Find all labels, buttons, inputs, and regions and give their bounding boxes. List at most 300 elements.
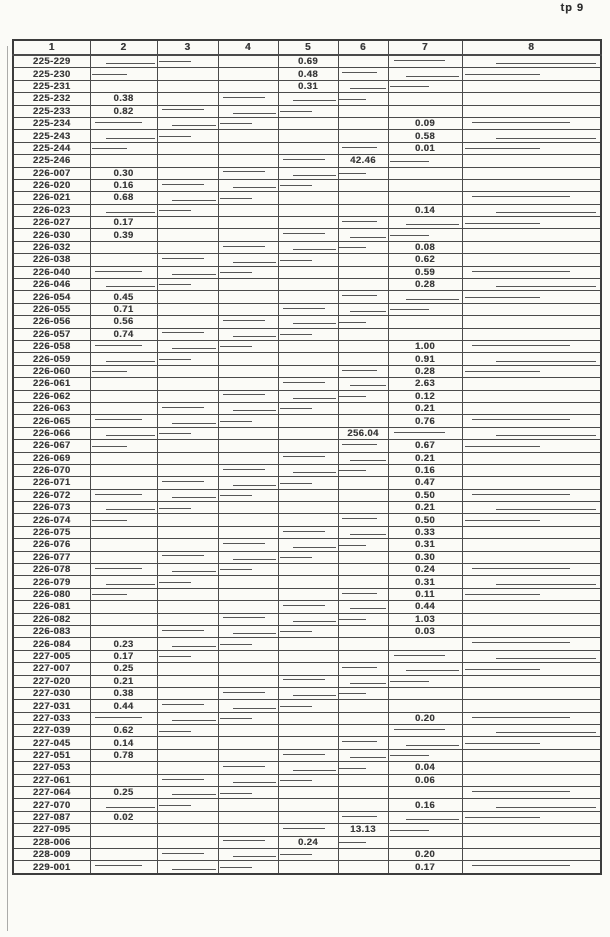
value-cell-col-6 [338, 799, 388, 811]
value-cell-col-3 [157, 811, 218, 823]
row-label-cell: 226-057 [13, 328, 90, 340]
value-cell-col-5 [278, 650, 338, 662]
table-row [13, 179, 601, 191]
row-label-cell: 226-079 [13, 576, 90, 588]
value-cell-col-4 [218, 712, 278, 724]
value-cell-col-3 [157, 55, 218, 68]
table-row [13, 241, 601, 253]
data-table [12, 39, 602, 875]
value-cell-col-6 [338, 291, 388, 303]
value-cell-col-5 [278, 576, 338, 588]
value-cell-col-6 [338, 316, 388, 328]
value-cell-col-8 [462, 117, 601, 129]
value-cell-col-8 [462, 526, 601, 538]
value-cell-col-4 [218, 787, 278, 799]
value-cell-col-7 [388, 749, 462, 761]
table-row [13, 93, 601, 105]
value-cell-col-5 [278, 316, 338, 328]
scan-artifact-line [7, 46, 8, 931]
value-cell-col-7 [388, 328, 462, 340]
table-row [13, 502, 601, 514]
value-cell-col-6 [338, 650, 388, 662]
table-row [13, 291, 601, 303]
table-row [13, 489, 601, 501]
value-cell-col-3 [157, 824, 218, 836]
row-label-cell: 226-082 [13, 613, 90, 625]
value-cell-col-6 [338, 241, 388, 253]
value-cell-col-6 [338, 55, 388, 68]
value-cell-col-4 [218, 93, 278, 105]
table-row [13, 303, 601, 315]
value-cell-col-3 [157, 328, 218, 340]
value-cell-col-8 [462, 836, 601, 848]
value-cell-col-7: 0.17 [388, 861, 462, 874]
value-cell-col-4 [218, 836, 278, 848]
value-cell-col-3 [157, 489, 218, 501]
value-cell-col-3 [157, 316, 218, 328]
value-cell-col-2: 0.74 [90, 328, 157, 340]
value-cell-col-4 [218, 464, 278, 476]
value-cell-col-5 [278, 328, 338, 340]
value-cell-col-8 [462, 502, 601, 514]
table-row [13, 142, 601, 154]
value-cell-col-2 [90, 712, 157, 724]
value-cell-col-6 [338, 105, 388, 117]
row-label-cell: 226-074 [13, 514, 90, 526]
value-cell-col-8 [462, 427, 601, 439]
value-cell-col-7: 0.31 [388, 576, 462, 588]
value-cell-col-7 [388, 787, 462, 799]
value-cell-col-3 [157, 502, 218, 514]
value-cell-col-8 [462, 749, 601, 761]
value-cell-col-8 [462, 712, 601, 724]
value-cell-col-4 [218, 625, 278, 637]
value-cell-col-7: 0.44 [388, 601, 462, 613]
value-cell-col-6 [338, 130, 388, 142]
value-cell-col-3 [157, 452, 218, 464]
value-cell-col-2: 0.62 [90, 725, 157, 737]
value-cell-col-6 [338, 787, 388, 799]
value-cell-col-8 [462, 378, 601, 390]
value-cell-col-3 [157, 340, 218, 352]
value-cell-col-5 [278, 427, 338, 439]
row-label-cell: 226-060 [13, 365, 90, 377]
value-cell-col-6 [338, 749, 388, 761]
table-row [13, 204, 601, 216]
value-cell-col-7 [388, 55, 462, 68]
value-cell-col-2 [90, 861, 157, 874]
table-row [13, 700, 601, 712]
value-cell-col-6 [338, 564, 388, 576]
value-cell-col-8 [462, 93, 601, 105]
table-row [13, 254, 601, 266]
value-cell-col-2 [90, 551, 157, 563]
value-cell-col-8 [462, 861, 601, 874]
value-cell-col-3 [157, 737, 218, 749]
value-cell-col-3 [157, 105, 218, 117]
value-cell-col-2 [90, 601, 157, 613]
value-cell-col-4 [218, 601, 278, 613]
value-cell-col-8 [462, 774, 601, 786]
value-cell-col-5 [278, 117, 338, 129]
table-row [13, 824, 601, 836]
row-label-cell: 225-232 [13, 93, 90, 105]
table-row [13, 836, 601, 848]
value-cell-col-3 [157, 625, 218, 637]
value-cell-col-5 [278, 142, 338, 154]
value-cell-col-4 [218, 415, 278, 427]
table-row [13, 725, 601, 737]
value-cell-col-8 [462, 663, 601, 675]
value-cell-col-5 [278, 440, 338, 452]
value-cell-col-5 [278, 279, 338, 291]
value-cell-col-8 [462, 241, 601, 253]
value-cell-col-5 [278, 266, 338, 278]
value-cell-col-6 [338, 142, 388, 154]
header-cell-8: 8 [462, 40, 601, 55]
table-row [13, 787, 601, 799]
value-cell-col-7: 0.20 [388, 712, 462, 724]
value-cell-col-4 [218, 192, 278, 204]
value-cell-col-6 [338, 217, 388, 229]
value-cell-col-3 [157, 80, 218, 92]
value-cell-col-3 [157, 291, 218, 303]
value-cell-col-7: 1.03 [388, 613, 462, 625]
header-cell-1: 1 [13, 40, 90, 55]
value-cell-col-8 [462, 390, 601, 402]
value-cell-col-6 [338, 625, 388, 637]
value-cell-col-6 [338, 192, 388, 204]
value-cell-col-7: 0.76 [388, 415, 462, 427]
row-label-cell: 227-070 [13, 799, 90, 811]
value-cell-col-6 [338, 836, 388, 848]
value-cell-col-6 [338, 514, 388, 526]
table-row [13, 762, 601, 774]
value-cell-col-4 [218, 477, 278, 489]
value-cell-col-8 [462, 787, 601, 799]
value-cell-col-2: 0.44 [90, 700, 157, 712]
value-cell-col-5 [278, 737, 338, 749]
value-cell-col-2 [90, 502, 157, 514]
table-row [13, 55, 601, 68]
value-cell-col-8 [462, 824, 601, 836]
value-cell-col-6: 42.46 [338, 155, 388, 167]
value-cell-col-8 [462, 68, 601, 80]
value-cell-col-2 [90, 390, 157, 402]
value-cell-col-4 [218, 489, 278, 501]
header-cell-4: 4 [218, 40, 278, 55]
value-cell-col-7: 0.21 [388, 452, 462, 464]
value-cell-col-4 [218, 675, 278, 687]
value-cell-col-6 [338, 80, 388, 92]
value-cell-col-4 [218, 725, 278, 737]
value-cell-col-7: 1.00 [388, 340, 462, 352]
value-cell-col-7: 0.33 [388, 526, 462, 538]
value-cell-col-3 [157, 130, 218, 142]
value-cell-col-3 [157, 68, 218, 80]
value-cell-col-8 [462, 464, 601, 476]
header-cell-6: 6 [338, 40, 388, 55]
value-cell-col-3 [157, 663, 218, 675]
value-cell-col-8 [462, 365, 601, 377]
table-row [13, 861, 601, 874]
value-cell-col-7: 0.12 [388, 390, 462, 402]
value-cell-col-4 [218, 613, 278, 625]
value-cell-col-4 [218, 179, 278, 191]
value-cell-col-4 [218, 254, 278, 266]
value-cell-col-6 [338, 229, 388, 241]
value-cell-col-5 [278, 254, 338, 266]
value-cell-col-5 [278, 192, 338, 204]
value-cell-col-8 [462, 675, 601, 687]
row-label-cell: 226-081 [13, 601, 90, 613]
value-cell-col-8 [462, 155, 601, 167]
value-cell-col-7 [388, 291, 462, 303]
value-cell-col-7 [388, 229, 462, 241]
value-cell-col-3 [157, 155, 218, 167]
table-row [13, 601, 601, 613]
value-cell-col-8 [462, 179, 601, 191]
value-cell-col-2 [90, 613, 157, 625]
header-cell-7: 7 [388, 40, 462, 55]
value-cell-col-2: 0.17 [90, 650, 157, 662]
value-cell-col-6 [338, 402, 388, 414]
value-cell-col-7: 0.67 [388, 440, 462, 452]
value-cell-col-7: 0.50 [388, 514, 462, 526]
value-cell-col-6 [338, 576, 388, 588]
value-cell-col-4 [218, 749, 278, 761]
value-cell-col-5 [278, 539, 338, 551]
value-cell-col-2 [90, 55, 157, 68]
value-cell-col-3 [157, 687, 218, 699]
value-cell-col-4 [218, 663, 278, 675]
value-cell-col-4 [218, 390, 278, 402]
value-cell-col-5 [278, 861, 338, 874]
table-row [13, 650, 601, 662]
value-cell-col-2: 0.25 [90, 787, 157, 799]
value-cell-col-3 [157, 774, 218, 786]
value-cell-col-8 [462, 849, 601, 861]
value-cell-col-7 [388, 179, 462, 191]
value-cell-col-7: 0.14 [388, 204, 462, 216]
table-row [13, 774, 601, 786]
table-row [13, 712, 601, 724]
table-row [13, 588, 601, 600]
row-label-cell: 226-073 [13, 502, 90, 514]
value-cell-col-3 [157, 700, 218, 712]
value-cell-col-5 [278, 725, 338, 737]
value-cell-col-3 [157, 303, 218, 315]
value-cell-col-5 [278, 390, 338, 402]
value-cell-col-7: 2.63 [388, 378, 462, 390]
value-cell-col-3 [157, 192, 218, 204]
row-label-cell: 225-234 [13, 117, 90, 129]
value-cell-col-7 [388, 316, 462, 328]
value-cell-col-5 [278, 489, 338, 501]
row-label-cell: 226-030 [13, 229, 90, 241]
value-cell-col-6 [338, 663, 388, 675]
value-cell-col-6 [338, 588, 388, 600]
value-cell-col-7: 0.01 [388, 142, 462, 154]
value-cell-col-8 [462, 489, 601, 501]
value-cell-col-4 [218, 700, 278, 712]
value-cell-col-3 [157, 142, 218, 154]
table-row [13, 427, 601, 439]
value-cell-col-6 [338, 117, 388, 129]
row-label-cell: 226-065 [13, 415, 90, 427]
value-cell-col-7 [388, 303, 462, 315]
value-cell-col-5 [278, 625, 338, 637]
value-cell-col-8 [462, 291, 601, 303]
value-cell-col-6: 256.04 [338, 427, 388, 439]
value-cell-col-4 [218, 117, 278, 129]
value-cell-col-8 [462, 415, 601, 427]
table-row [13, 663, 601, 675]
value-cell-col-6 [338, 390, 388, 402]
row-label-cell: 225-243 [13, 130, 90, 142]
value-cell-col-4 [218, 687, 278, 699]
value-cell-col-7: 0.31 [388, 539, 462, 551]
value-cell-col-5 [278, 167, 338, 179]
table-row [13, 68, 601, 80]
value-cell-col-7 [388, 68, 462, 80]
value-cell-col-8 [462, 601, 601, 613]
value-cell-col-8 [462, 279, 601, 291]
row-label-cell: 227-033 [13, 712, 90, 724]
value-cell-col-3 [157, 266, 218, 278]
row-label-cell: 226-059 [13, 353, 90, 365]
row-label-cell: 226-083 [13, 625, 90, 637]
value-cell-col-6 [338, 254, 388, 266]
table-row [13, 415, 601, 427]
value-cell-col-7 [388, 725, 462, 737]
value-cell-col-7: 0.28 [388, 279, 462, 291]
value-cell-col-6 [338, 179, 388, 191]
value-cell-col-7: 0.24 [388, 564, 462, 576]
value-cell-col-8 [462, 638, 601, 650]
value-cell-col-7: 0.21 [388, 402, 462, 414]
value-cell-col-2 [90, 117, 157, 129]
table-row [13, 130, 601, 142]
value-cell-col-2 [90, 415, 157, 427]
value-cell-col-7: 0.11 [388, 588, 462, 600]
value-cell-col-6 [338, 526, 388, 538]
value-cell-col-8 [462, 613, 601, 625]
row-label-cell: 227-053 [13, 762, 90, 774]
value-cell-col-5 [278, 477, 338, 489]
row-label-cell: 226-046 [13, 279, 90, 291]
value-cell-col-2: 0.16 [90, 179, 157, 191]
value-cell-col-7 [388, 824, 462, 836]
value-cell-col-2 [90, 489, 157, 501]
value-cell-col-3 [157, 402, 218, 414]
table-row [13, 340, 601, 352]
value-cell-col-5 [278, 303, 338, 315]
table-row [13, 811, 601, 823]
value-cell-col-3 [157, 440, 218, 452]
value-cell-col-2 [90, 353, 157, 365]
value-cell-col-7: 0.16 [388, 464, 462, 476]
row-label-cell: 226-058 [13, 340, 90, 352]
row-label-cell: 225-229 [13, 55, 90, 68]
value-cell-col-5 [278, 638, 338, 650]
value-cell-col-8 [462, 762, 601, 774]
value-cell-col-6 [338, 613, 388, 625]
value-cell-col-8 [462, 440, 601, 452]
value-cell-col-5 [278, 824, 338, 836]
row-label-cell: 225-231 [13, 80, 90, 92]
value-cell-col-7 [388, 80, 462, 92]
value-cell-col-7: 0.91 [388, 353, 462, 365]
value-cell-col-5 [278, 105, 338, 117]
value-cell-col-8 [462, 402, 601, 414]
value-cell-col-4 [218, 316, 278, 328]
value-cell-col-2 [90, 340, 157, 352]
value-cell-col-2 [90, 241, 157, 253]
value-cell-col-5 [278, 700, 338, 712]
value-cell-col-6 [338, 68, 388, 80]
value-cell-col-4 [218, 427, 278, 439]
value-cell-col-4 [218, 737, 278, 749]
value-cell-col-2 [90, 849, 157, 861]
row-label-cell: 226-054 [13, 291, 90, 303]
value-cell-col-4 [218, 217, 278, 229]
table-row [13, 749, 601, 761]
value-cell-col-2 [90, 762, 157, 774]
value-cell-col-3 [157, 427, 218, 439]
value-cell-col-2 [90, 799, 157, 811]
value-cell-col-4 [218, 241, 278, 253]
value-cell-col-8 [462, 192, 601, 204]
value-cell-col-5 [278, 229, 338, 241]
table-row [13, 365, 601, 377]
row-label-cell: 227-020 [13, 675, 90, 687]
value-cell-col-5 [278, 712, 338, 724]
value-cell-col-2: 0.71 [90, 303, 157, 315]
value-cell-col-3 [157, 849, 218, 861]
value-cell-col-3 [157, 254, 218, 266]
value-cell-col-5 [278, 204, 338, 216]
value-cell-col-6 [338, 415, 388, 427]
value-cell-col-2 [90, 477, 157, 489]
value-cell-col-5 [278, 353, 338, 365]
value-cell-col-7 [388, 155, 462, 167]
table-body [13, 55, 601, 874]
value-cell-col-4 [218, 328, 278, 340]
value-cell-col-5 [278, 93, 338, 105]
value-cell-col-6 [338, 167, 388, 179]
value-cell-col-6 [338, 638, 388, 650]
row-label-cell: 226-070 [13, 464, 90, 476]
value-cell-col-2 [90, 378, 157, 390]
value-cell-col-2 [90, 588, 157, 600]
table-row [13, 440, 601, 452]
value-cell-col-5 [278, 687, 338, 699]
row-label-cell: 226-071 [13, 477, 90, 489]
value-cell-col-4 [218, 576, 278, 588]
table-row [13, 402, 601, 414]
value-cell-col-4 [218, 824, 278, 836]
value-cell-col-4 [218, 55, 278, 68]
row-label-cell: 227-039 [13, 725, 90, 737]
value-cell-col-2 [90, 452, 157, 464]
header-row [13, 40, 601, 55]
value-cell-col-5 [278, 155, 338, 167]
row-label-cell: 228-006 [13, 836, 90, 848]
value-cell-col-6 [338, 353, 388, 365]
value-cell-col-8 [462, 687, 601, 699]
value-cell-col-7: 0.21 [388, 502, 462, 514]
